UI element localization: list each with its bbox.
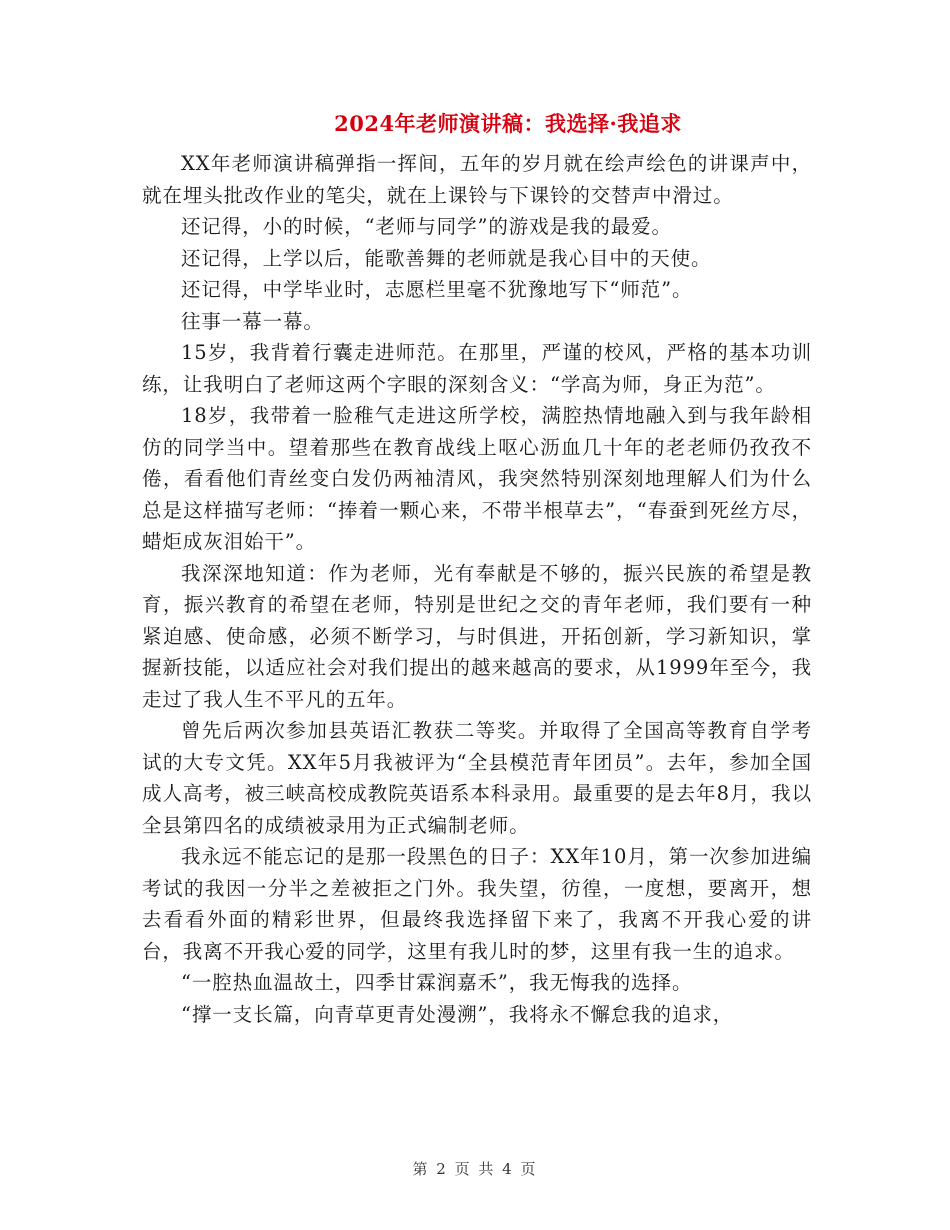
paragraph: “一腔热血温故土，四季甘霖润嘉禾”，我无悔我的选择。 [181,971,693,994]
paragraph: 我深深地知道：作为老师，光有奉献是不够的，振兴民族的希望是教育，振兴教育的希望在老师，特别是世纪之交的青年老师，我们要有一种紧迫感、使命感，必须不断学习，与时俱进，开拓创新，学习新知识，掌握新技能，以适应社会对我们提出的越来越高的要求，从1999年至今，我走过了我人生不平凡的五年。 [142,561,812,711]
paragraph: 15岁，我背着行囊走进师范。在那里，严谨的校风，严格的基本功训练，让我明白了老师这两个字眼的深刻含义：“学高为师，身正为范”。 [142,341,812,396]
paragraph: XX年老师演讲稿弹指一挥间，五年的岁月就在绘声绘色的讲课声中，就在埋头批改作业的笔尖，就在上课铃与下课铃的交替声中滑过。 [142,152,812,207]
document-title: 2024年老师演讲稿：我选择·我追求 [334,111,682,136]
paragraph: 我永远不能忘记的是那一段黑色的日子：XX年10月，第一次参加进编考试的我因一分半之差被拒之门外。我失望，彷徨，一度想，要离开，想去看看外面的精彩世界，但最终我选择留下来了，我离不开我心爱的讲台，我离不开我心爱的同学，这里有我儿时的梦，这里有我一生的追求。 [142,845,812,963]
document-body [142,148,812,1030]
paragraph: 往事一幕一幕。 [181,309,324,333]
paragraph: 还记得，上学以后，能歌善舞的老师就是我心目中的天使。 [181,246,712,270]
paragraph: 曾先后两次参加县英语汇教获二等奖。并取得了全国高等教育自学考试的大专文凭。XX年5月我被评为“全县模范青年团员”。去年，参加全国成人高考，被三峡高校成教院英语系本科录用。最重要的是去年8月，我以全县第四名的成绩被录用为正式编制老师。 [142,719,812,837]
paragraph: “撑一支长篇，向青草更青处漫溯”，我将永不懈怠我的追求， [181,1002,734,1026]
paragraph: 还记得，中学毕业时，志愿栏里毫不犹豫地写下“师范”。 [181,278,693,301]
paragraph: 还记得，小的时候，“老师与同学”的游戏是我的最爱。 [181,215,672,238]
page-number-footer: 第 2 页 共 4 页 [412,1160,538,1178]
paragraph: 18岁，我带着一脸稚气走进这所学校，满腔热情地融入到与我年龄相仿的同学当中。望着那些在教育战线上呕心沥血几十年的老老师仍孜孜不倦，看看他们青丝变白发仍两袖清风，我突然特别深刻地理解人们为什么总是这样描写老师：“捧着一颗心来，不带半根草去”，“春蚕到死丝方尽，蜡炬成灰泪始干”。 [142,404,812,553]
